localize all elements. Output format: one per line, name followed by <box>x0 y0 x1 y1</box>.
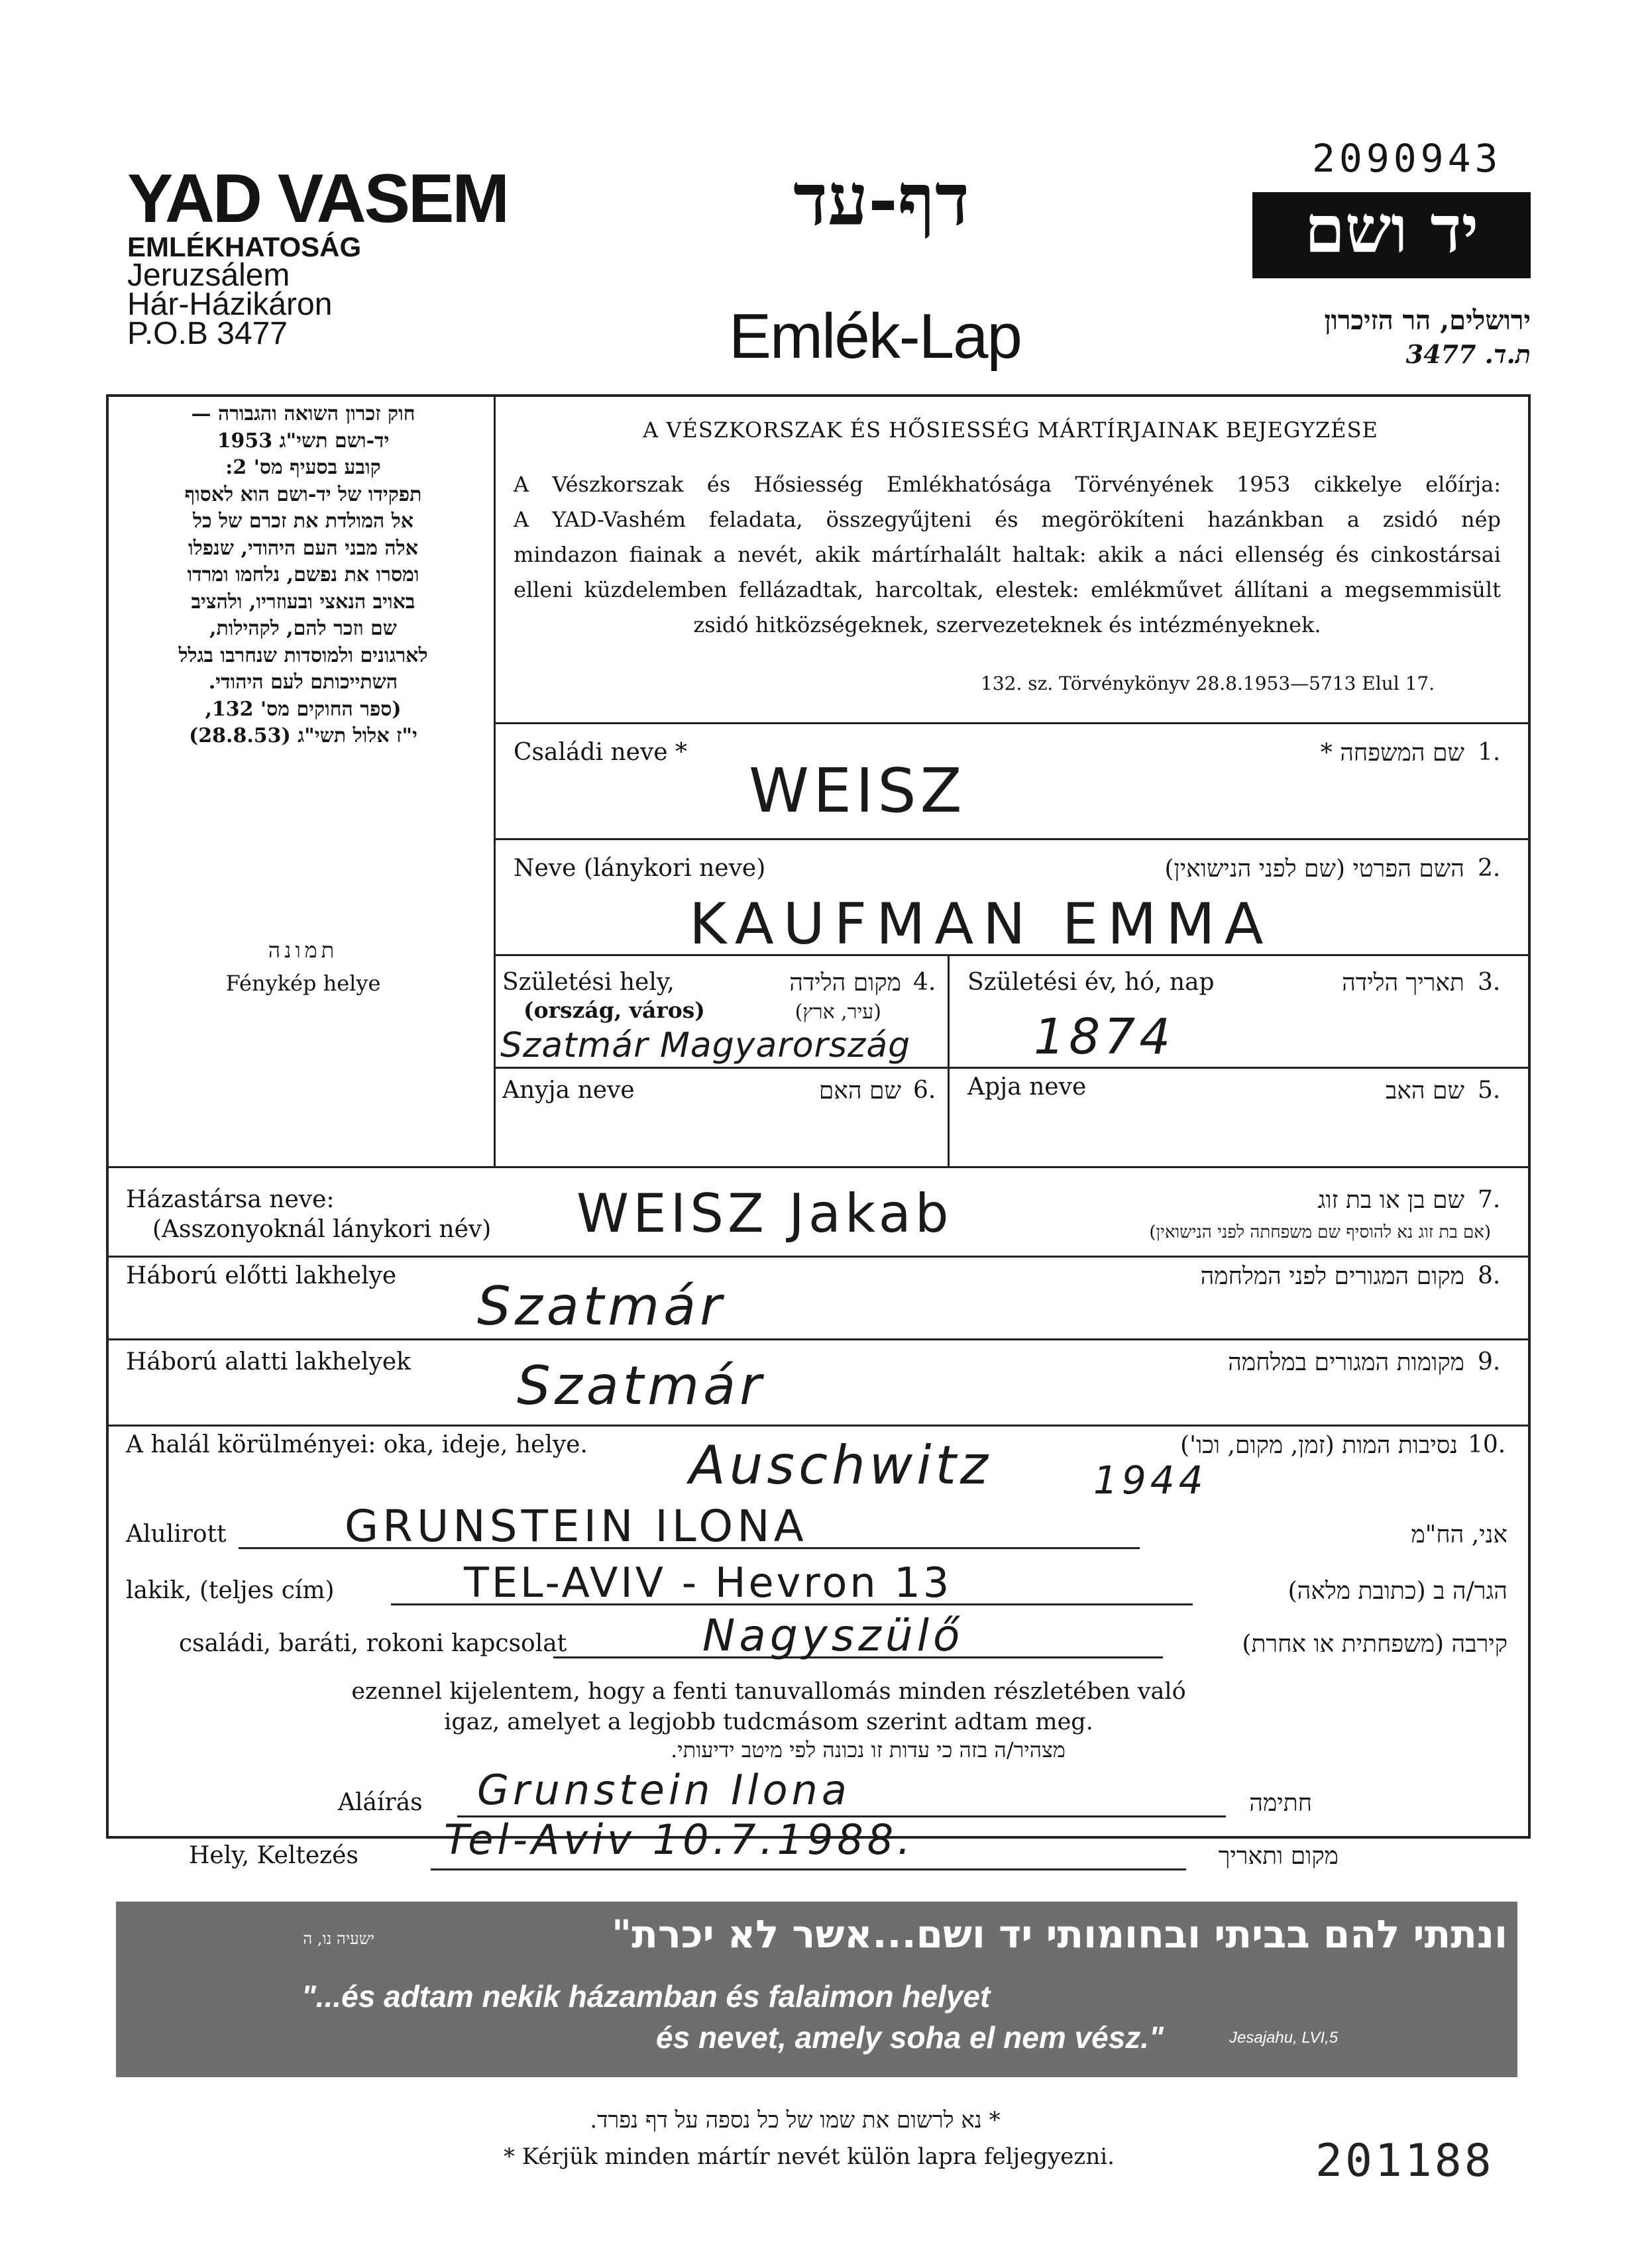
law-line: אלה מבני העם היהודי, שנפלו <box>188 536 418 560</box>
field-3-number: 3. <box>1478 969 1501 996</box>
field-1-value: WEISZ <box>749 755 966 826</box>
law-line: י"ז אלול תשי"ג (28.8.53) <box>189 724 417 747</box>
field-8-label: Háború előtti lakhelye <box>126 1262 397 1289</box>
field-4-label: Születési hely, <box>502 969 675 996</box>
declarant-name-value: GRUNSTEIN ILONA <box>345 1501 808 1552</box>
place-date-value: Tel-Aviv 10.7.1988. <box>444 1815 914 1864</box>
law-hungarian-text <box>514 467 1501 643</box>
declaration-statement-hebrew: מצהיר/ה בזה כי עדות זו נכונה לפי מיטב ידיעותי. <box>671 1737 1066 1762</box>
signature-hebrew: חתימה <box>1249 1790 1312 1817</box>
field-9-label: Háború alatti lakhelyek <box>126 1348 411 1376</box>
field-10-hebrew: נסיבות המות (זמן, מקום, וכו') <box>1180 1432 1458 1459</box>
field-4-value: Szatmár Magyarország <box>500 1026 911 1065</box>
field-4-label-2: (ország, város) <box>523 997 705 1023</box>
field-1-number: 1. <box>1478 739 1501 766</box>
law-line: השתייכותם לעם היהודי. <box>208 671 398 694</box>
law-citation: 132. sz. Törvénykönyv 28.8.1953—5713 Elul 17. <box>981 673 1435 694</box>
field-8-hebrew: מקום המגורים לפני המלחמה <box>1200 1263 1464 1290</box>
stamp-number: 201188 <box>1315 2135 1494 2187</box>
signature-value: Grunstein Ilona <box>477 1766 851 1814</box>
declarant-address-hebrew: הגר/ה ב (כתובת מלאה) <box>1287 1578 1507 1605</box>
photo-label: Fénykép helye <box>225 971 381 996</box>
title-hebrew: דף-עד <box>793 158 969 242</box>
law-hu-line: elleni küzdelemben fellázadtak, harcoltak, elestek: emlékművet állítani a megsemmisült <box>514 577 1501 602</box>
photo-hebrew: תמונה <box>268 938 339 963</box>
law-hu-line: mindazon fiainak a nevét, akik mártírhalált haltak: akik a náci ellenség és cinkostársai <box>514 542 1501 567</box>
field-7-value: WEISZ Jakab <box>576 1183 953 1244</box>
place-date-label: Hely, Keltezés <box>189 1842 358 1869</box>
law-line: חוק זכרון השואה והגבורה — <box>191 402 415 425</box>
field-1-hebrew: שם המשפחה * <box>1320 739 1464 767</box>
law-line: אל המולדת את זכרם של כל <box>192 510 413 533</box>
law-line: ומסרו את נפשם, נלחמו ומרדו <box>187 563 419 586</box>
declaration-statement <box>305 1676 1232 1737</box>
org-address <box>127 258 333 352</box>
field-2-number: 2. <box>1478 855 1501 882</box>
declarant-address-label: lakik, (teljes cím) <box>126 1577 335 1604</box>
field-5-label: Apja neve <box>967 1073 1087 1101</box>
field-9-hebrew: מקומות המגורים במלחמה <box>1228 1349 1464 1376</box>
record-number: 2090943 <box>1312 136 1502 181</box>
divider <box>494 838 1531 840</box>
banner-hebrew-ref: ישעיה נו, ה <box>303 1929 374 1948</box>
org-subtitle: EMLÉKHATOSÁG <box>127 231 362 262</box>
form-title: Emlék-Lap <box>729 301 1021 372</box>
law-hu-line: A YAD-Vashém feladata, összegyűjteni és megörökíteni hazánkban a zsidó nép <box>514 507 1501 532</box>
statement-line: ezennel kijelentem, hogy a fenti tanuvallomás minden részletében való <box>351 1678 1186 1705</box>
field-7-number: 7. <box>1478 1186 1501 1213</box>
field-10-number: 10. <box>1468 1431 1506 1458</box>
field-3-label: Születési év, hó, nap <box>967 969 1215 996</box>
law-line: לארגונים ולמוסדות שנחרבו בגלל <box>178 643 428 667</box>
banner-ref: Jesajahu, LVI,5 <box>1229 2029 1339 2047</box>
place-date-line <box>431 1868 1186 1870</box>
field-1-label: Családi neve * <box>514 739 688 766</box>
field-4-hebrew-2: (עיר, ארץ) <box>794 1000 881 1024</box>
place-date-hebrew: מקום ותאריך <box>1218 1843 1339 1870</box>
address-line: Jeruzsálem <box>127 258 290 293</box>
field-8-number: 8. <box>1478 1262 1501 1289</box>
law-line: באויב הנאצי ובעוזריו, ולהציב <box>191 590 415 614</box>
quote-banner <box>116 1902 1517 2077</box>
law-line: יד-ושם תשי"ג 1953 <box>217 429 390 453</box>
declarant-name-hebrew: אני, הח"מ <box>1411 1521 1507 1548</box>
field-3-hebrew: תאריך הלידה <box>1342 969 1464 997</box>
divider <box>948 954 950 1167</box>
field-7-hebrew: שם בן או בת זוג <box>1317 1187 1464 1214</box>
field-8-value: Szatmár <box>477 1275 726 1337</box>
field-10-label: A halál körülményei: oka, ideje, helye. <box>126 1431 588 1458</box>
field-9-number: 9. <box>1478 1348 1501 1376</box>
field-6-label: Anyja neve <box>502 1077 635 1104</box>
footer-note: * Kérjük minden mártír nevét külön lapra feljegyezni. <box>504 2143 1115 2170</box>
law-line: תפקידו של יד-ושם הוא לאסוף <box>184 482 422 506</box>
field-5-hebrew: שם האב <box>1385 1077 1464 1105</box>
divider <box>106 1166 1531 1168</box>
field-3-value: 1874 <box>1034 1008 1175 1065</box>
banner-hebrew: ונתתי להם בביתי ובחומותי יד ושם...אשר לא יכרת" <box>612 1912 1507 1957</box>
field-7-hebrew-2: (אם בת זוג נא להוסיף שם משפחתה לפני הנישואין) <box>1149 1222 1491 1242</box>
address-line: Hár-Házikáron <box>127 287 333 323</box>
banner-line-1: "...és adtam nekik házamban és falaimon helyet <box>301 1979 991 2014</box>
law-line: (ספר החוקים מס' 132, <box>205 697 402 721</box>
address-line: P.O.B 3477 <box>127 316 288 352</box>
banner-line-2: és nevet, amely soha el nem vész." <box>656 2020 1164 2055</box>
declarant-relation-value: Nagyszülő <box>702 1610 964 1661</box>
divider <box>106 1425 1531 1427</box>
column-divider <box>494 396 496 1167</box>
declarant-address-value: TEL-AVIV - Hevron 13 <box>464 1558 952 1607</box>
field-10-value: Auschwitz <box>689 1434 992 1496</box>
field-5-number: 5. <box>1478 1077 1501 1104</box>
declarant-relation-label: családi, baráti, rokoni kapcsolat <box>179 1630 567 1657</box>
footer-hebrew-note: * נא לרשום את שמו של כל נספה על דף נפרד. <box>590 2107 1001 2133</box>
law-hu-line: zsidó hitközségeknek, szervezeteknek és intézményeknek. <box>693 612 1321 637</box>
law-hebrew-text <box>123 401 484 750</box>
divider <box>494 722 1531 724</box>
declarant-name-label: Alulirott <box>126 1521 227 1548</box>
yad-vashem-logo <box>1252 192 1531 278</box>
field-2-label: Neve (lánykori neve) <box>514 855 766 882</box>
divider <box>106 1338 1531 1340</box>
hebrew-pob: ת.ד. 3477 <box>1405 339 1531 369</box>
hebrew-address: ירושלים, הר הזיכרון <box>1324 305 1531 336</box>
law-line: קובע בסעיף מס' 2: <box>225 456 381 479</box>
field-6-hebrew: שם האם <box>818 1077 901 1105</box>
law-line: שם וזכר להם, לקהילות, <box>209 617 397 640</box>
field-2-value: KAUFMAN EMMA <box>689 891 1273 957</box>
field-7-label: Házastársa neve: <box>126 1186 335 1213</box>
org-name: YAD VASEM <box>127 160 508 237</box>
field-7-label-2: (Asszonyoknál lánykori név) <box>152 1216 492 1243</box>
law-title: A VÉSZKORSZAK ÉS HŐSIESSÉG MÁRTÍRJAINAK BEJEGYZÉSE <box>643 417 1378 443</box>
signature-label: Aláírás <box>338 1789 423 1816</box>
field-9-value: Szatmár <box>517 1355 766 1417</box>
field-2-hebrew: השם הפרטי (שם לפני הנישואין) <box>1164 855 1464 883</box>
field-6-number: 6. <box>913 1077 936 1104</box>
law-hu-line: A Vészkorszak és Hősiesség Emlékhatósága Törvényének 1953 cikkelye előírja: <box>514 472 1501 497</box>
logo-text: יד ושם <box>1304 191 1479 268</box>
divider <box>494 1067 1531 1069</box>
declarant-relation-hebrew: קירבה (משפחתית או אחרת) <box>1242 1631 1507 1658</box>
statement-line: igaz, amelyet a legjobb tudcmásom szerint adtam meg. <box>444 1709 1093 1735</box>
field-4-number: 4. <box>913 969 936 996</box>
field-10-year: 1944 <box>1093 1458 1207 1503</box>
field-4-hebrew: מקום הלידה <box>789 969 901 997</box>
divider <box>106 1256 1531 1258</box>
